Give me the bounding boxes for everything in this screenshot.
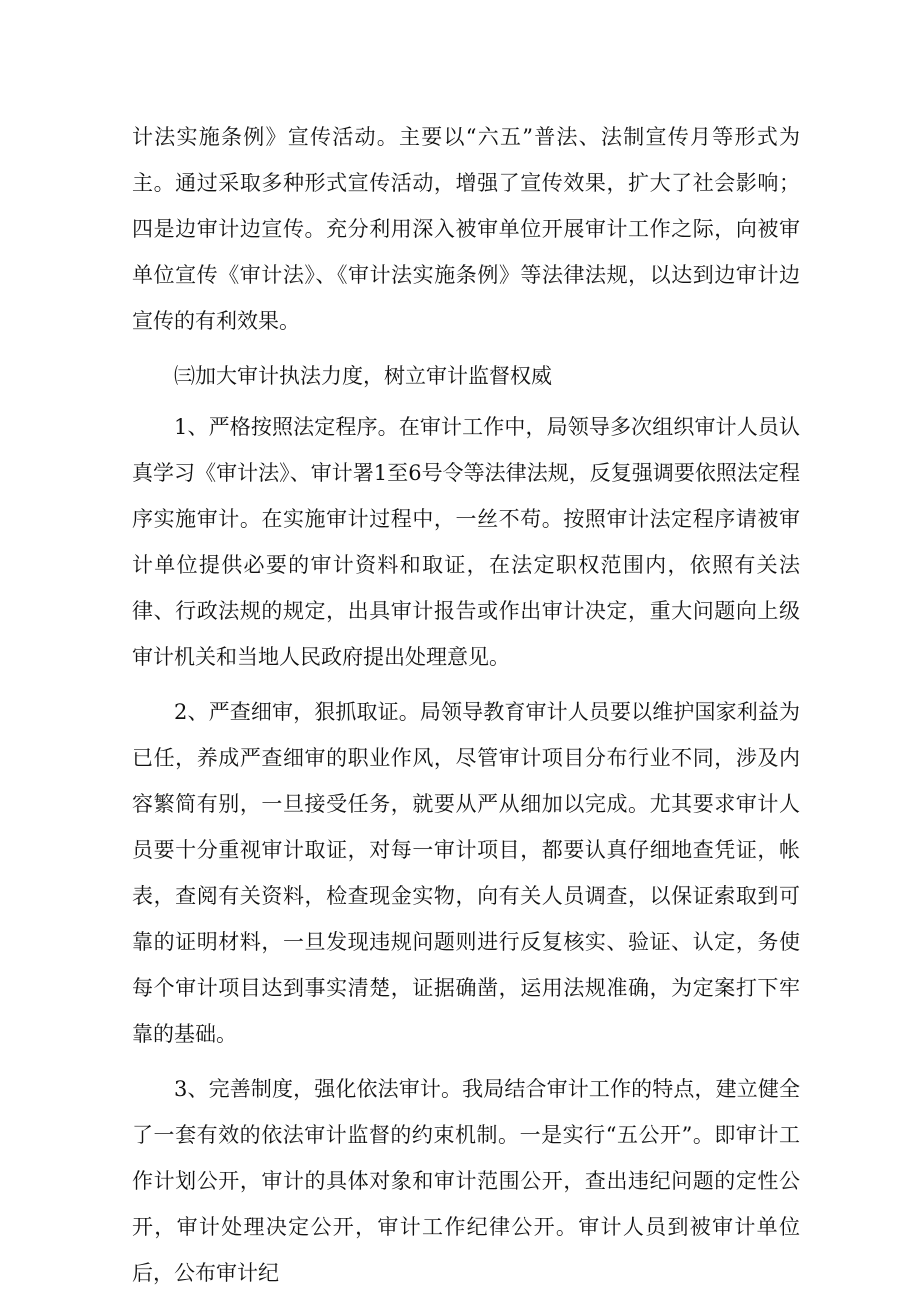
document-body — [132, 114, 800, 1296]
paragraph-item-2: 2、严查细审，狠抓取证。局领导教育审计人员要以维护国家利益为已任，养成严查细审的职业作风，尽管审计项目分布行业不同，涉及内容繁简有别，一旦接受任务，就要从严从细加以完成。尤其要求审计人员要十分重视审计取证，对每一审计项目，都要认真仔细地查凭证，帐表，查阅有关资料，检查现金实物，向有关人员调查，以保证索取到可靠的证明材料，一旦发现违规问题则进行反复核实、验证、认定，务使每个审计项目达到事实清楚，证据确凿，运用法规准确，为定案打下牢靠的基础。 — [132, 700, 800, 1046]
paragraph-item-3: 3、完善制度，强化依法审计。我局结合审计工作的特点，建立健全了一套有效的依法审计监督的约束机制。一是实行“五公开”。即审计工作计划公开，审计的具体对象和审计范围公开，查出违纪问题的定性公开，审计处理决定公开，审计工作纪律公开。审计人员到被审计单位后，公布审计纪 — [132, 1077, 800, 1285]
paragraph-continuation: 计法实施条例》宣传活动。主要以“六五”普法、法制宣传月等形式为主。通过采取多种形式宣传活动，增强了宣传效果，扩大了社会影响；四是边审计边宣传。充分利用深入被审单位开展审计工作之际，向被审单位宣传《审计法》、《审计法实施条例》等法律法规，以达到边审计边宣传的有利效果。 — [132, 125, 800, 333]
section-heading: ㈢加大审计执法力度，树立审计监督权威 — [174, 364, 552, 388]
paragraph-item-1: 1、严格按照法定程序。在审计工作中，局领导多次组织审计人员认真学习《审计法》、审计署1至6号令等法律法规，反复强调要依照法定程序实施审计。在实施审计过程中，一丝不苟。按照审计法定程序请被审计单位提供必要的审计资料和取证，在法定职权范围内，依照有关法律、行政法规的规定，出具审计报告或作出审计决定，重大问题向上级审计机关和当地人民政府提出处理意见。 — [132, 415, 800, 669]
